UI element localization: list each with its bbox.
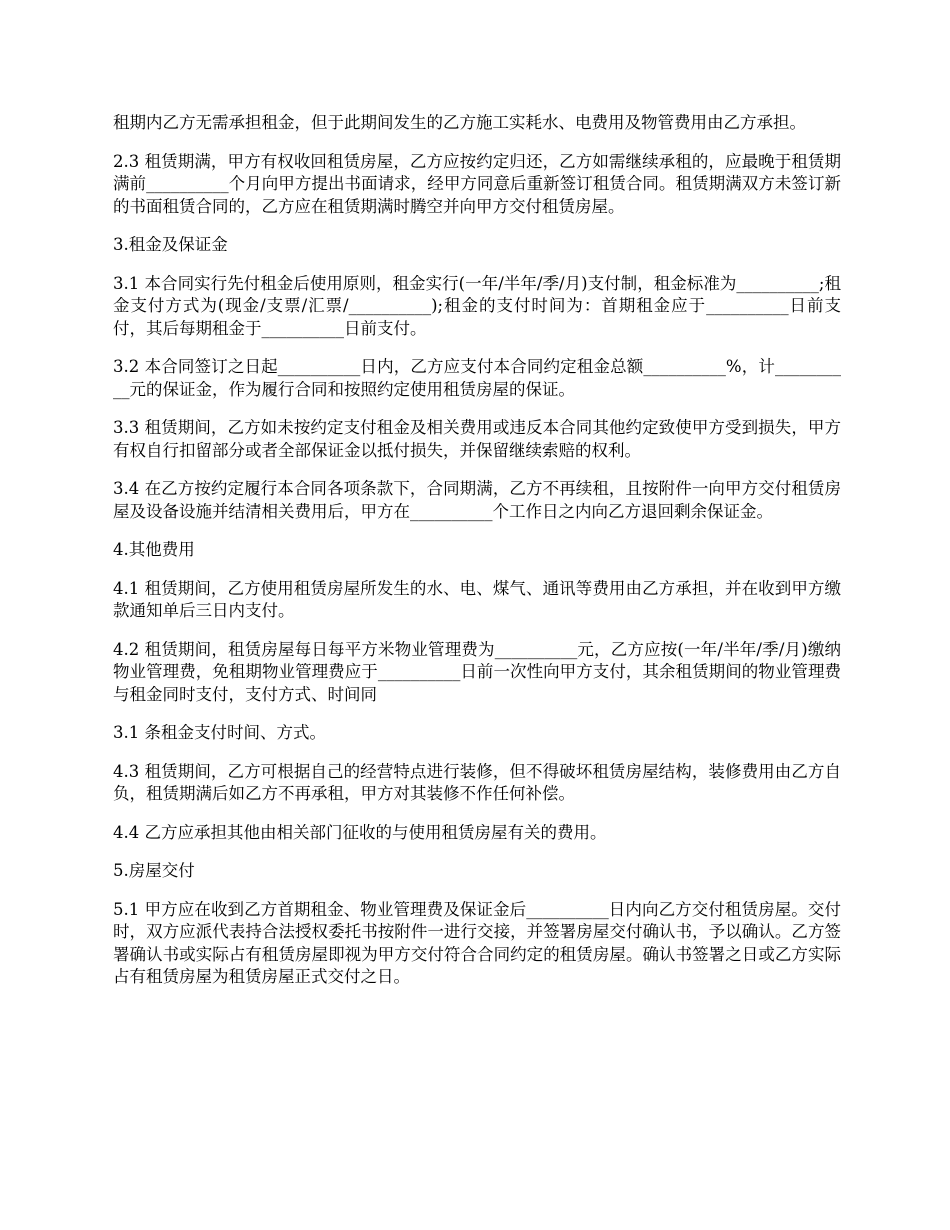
paragraph-4-1-utilities: 4.1 租赁期间，乙方使用租赁房屋所发生的水、电、煤气、通讯等费用由乙方承担，并在收到甲方缴款通知单后三日内支付。	[113, 578, 841, 620]
paragraph-5-1-handover: 5.1 甲方应在收到乙方首期租金、物业管理费及保证金后__________日内向乙方交付租赁房屋。交付时，双方应派代表持合法授权委托书按附件一进行交接，并签署房屋交付确认书，予以确认。乙方签署确认书或实际占有租赁房屋即视为甲方交付符合合同约定的租赁房屋。确认书签署之日或乙方实际占有租赁房屋为租赁房屋正式交付之日。	[113, 899, 841, 986]
paragraph-3-2-deposit: 3.2 本合同签订之日起__________日内，乙方应支付本合同约定租金总额__________%，计__________元的保证金，作为履行合同和按照约定使用租赁房屋的保证。	[113, 357, 841, 399]
paragraph-3-1-rent-payment: 3.1 本合同实行先付租金后使用原则，租金实行(一年/半年/季/月)支付制，租金标准为__________;租金支付方式为(现金/支票/汇票/__________);租金的支付时间为：首期租金应于__________日前支付，其后每期租金于__________日前支付。	[113, 273, 841, 338]
paragraph-2-3-lease-expiry: 2.3 租赁期满，甲方有权收回租赁房屋，乙方应按约定归还，乙方如需继续承租的，应最晚于租赁期满前__________个月向甲方提出书面请求，经甲方同意后重新签订租赁合同。租赁期满双方未签订新的书面租赁合同的，乙方应在租赁期满时腾空并向甲方交付租赁房屋。	[113, 151, 841, 216]
paragraph-3-4-deposit-refund: 3.4 在乙方按约定履行本合同各项条款下，合同期满，乙方不再续租，且按附件一向甲方交付租赁房屋及设备设施并结清相关费用后，甲方在__________个工作日之内向乙方退回剩余保证金。	[113, 479, 841, 521]
section-heading-handover: 5.房屋交付	[113, 861, 195, 880]
section-heading-rent-deposit: 3.租金及保证金	[113, 235, 228, 254]
section-heading-other-fees: 4.其他费用	[113, 540, 195, 559]
paragraph-4-4-other-charges: 4.4 乙方应承担其他由相关部门征收的与使用租赁房屋有关的费用。	[113, 822, 607, 842]
paragraph-4-2-property-fee: 4.2 租赁期间，租赁房屋每日每平方米物业管理费为__________元，乙方应按(一年/半年/季/月)缴纳物业管理费，免租期物业管理费应于__________日前一次性向甲方支付，其余租赁期间的物业管理费与租金同时支付，支付方式、时间同	[113, 639, 841, 704]
paragraph-3-1-reference: 3.1 条租金支付时间、方式。	[113, 723, 326, 742]
paragraph-rent-free-period: 租期内乙方无需承担租金，但于此期间发生的乙方施工实耗水、电费用及物管费用由乙方承担。	[113, 113, 806, 132]
document-body	[113, 112, 841, 1005]
paragraph-4-3-renovation: 4.3 租赁期间，乙方可根据自己的经营特点进行装修，但不得破坏租赁房屋结构，装修费用由乙方自负，租赁期满后如乙方不再承租，甲方对其装修不作任何补偿。	[113, 761, 841, 803]
paragraph-3-3-deposit-deduction: 3.3 租赁期间，乙方如未按约定支付租金及相关费用或违反本合同其他约定致使甲方受到损失，甲方有权自行扣留部分或者全部保证金以抵付损失，并保留继续索赔的权利。	[113, 418, 841, 460]
